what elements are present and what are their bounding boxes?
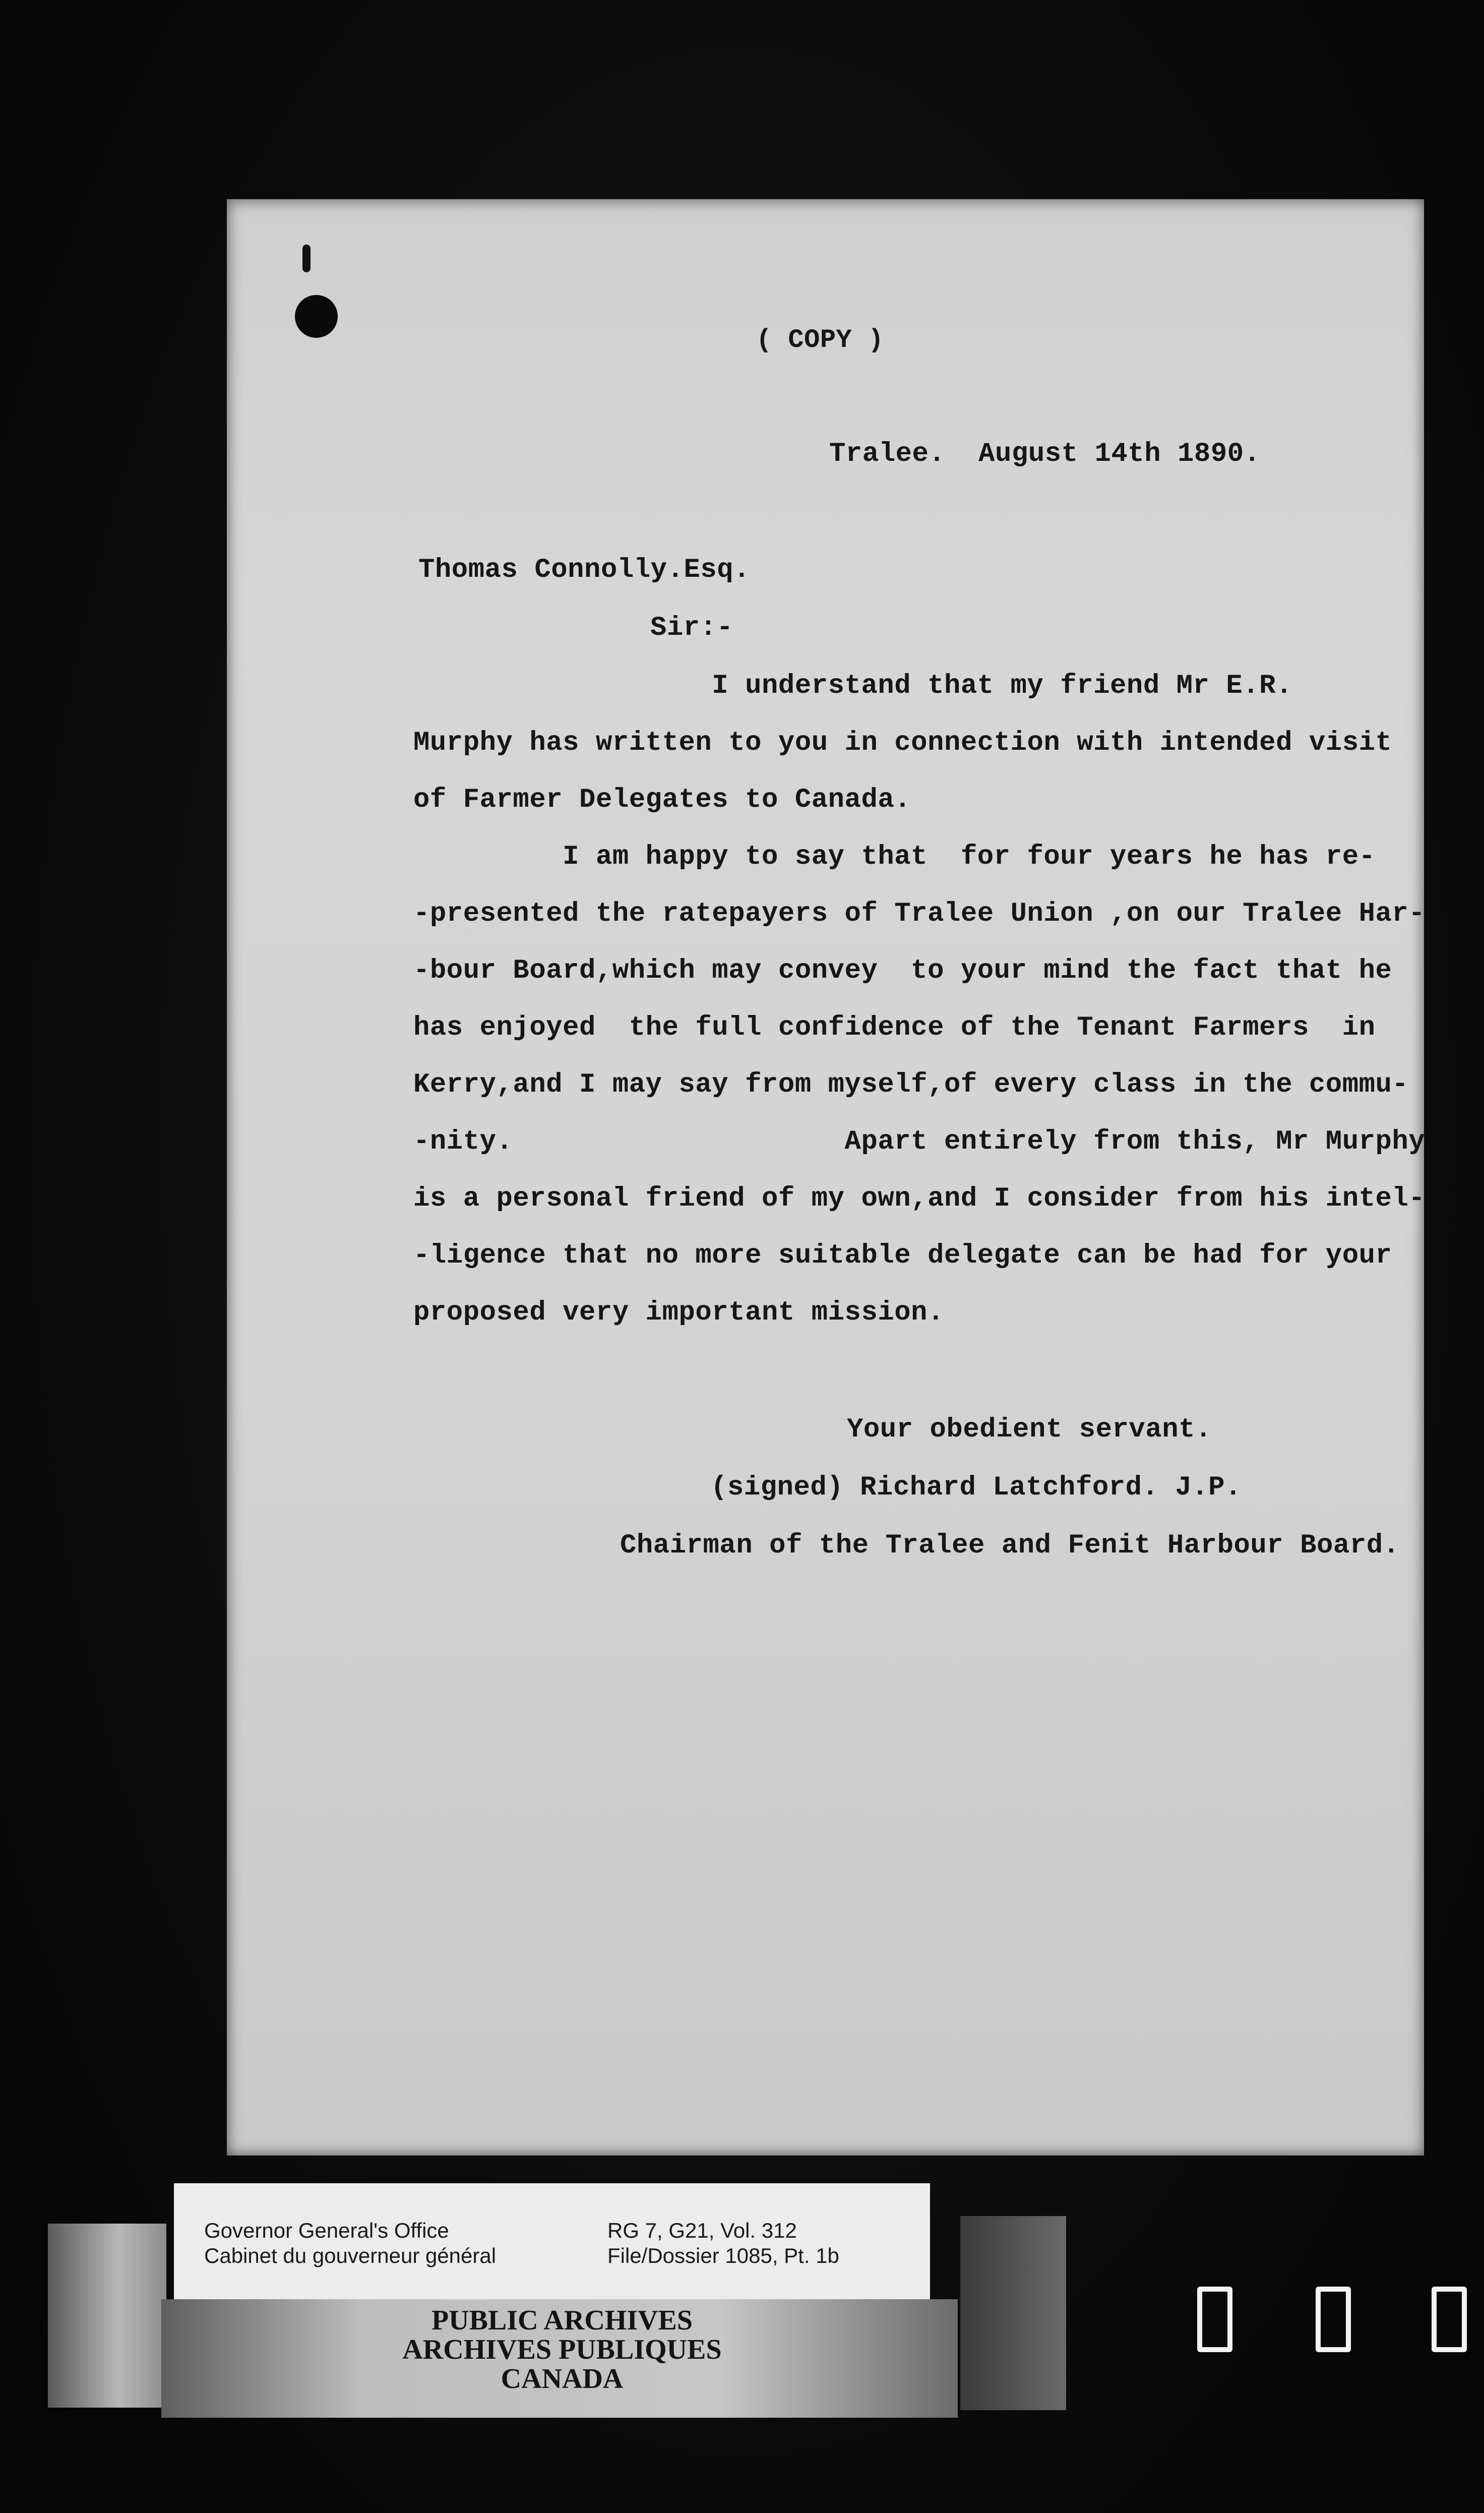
body-line: -ligence that no more suitable delegate can be had for your	[413, 1240, 1392, 1271]
archives-name-fr: ARCHIVES PUBLIQUES	[402, 2334, 722, 2365]
body-line: I am happy to say that for four years he has re-	[413, 842, 1376, 872]
punch-hole	[295, 295, 338, 338]
body-line: proposed very important mission.	[413, 1297, 944, 1328]
body-line: Kerry,and I may say from myself,of every class in the commu-	[413, 1069, 1409, 1100]
body-line: has enjoyed the full confidence of the Tenant Farmers in	[413, 1012, 1376, 1043]
body-line: -nity. Apart entirely from this, Mr Murphy	[413, 1126, 1426, 1157]
record-group: RG 7, G21, Vol. 312	[607, 2219, 797, 2242]
body-line: I understand that my friend Mr E.R.	[413, 671, 1292, 701]
archives-country: CANADA	[501, 2363, 624, 2395]
punch-mark	[302, 245, 311, 272]
archives-name-en: PUBLIC ARCHIVES	[431, 2305, 693, 2336]
body-line: of Farmer Delegates to Canada.	[413, 785, 911, 815]
salutation: Sir:-	[650, 613, 733, 643]
body-line: Murphy has written to you in connection with intended visit	[413, 728, 1392, 758]
signer-title: Chairman of the Tralee and Fenit Harbour Board.	[620, 1530, 1400, 1561]
office-name-fr: Cabinet du gouverneur général	[204, 2244, 497, 2267]
frame-number-digit	[1316, 2287, 1351, 2352]
signature-line: (signed) Richard Latchford. J.P.	[711, 1472, 1242, 1503]
film-tab-left	[48, 2224, 166, 2408]
body-line: -presented the ratepayers of Tralee Union ,on our Tralee Har-	[413, 899, 1426, 929]
frame-number-digit	[1432, 2287, 1467, 2352]
copy-label: ( COPY )	[756, 325, 884, 355]
office-name-en: Governor General's Office	[204, 2219, 449, 2242]
addressee: Thomas Connolly.Esq.	[418, 555, 751, 585]
frame-number-digit	[1197, 2287, 1232, 2352]
body-line: -bour Board,which may convey to your mind the fact that he	[413, 955, 1392, 986]
file-reference: File/Dossier 1085, Pt. 1b	[607, 2244, 839, 2267]
film-tab-right	[960, 2216, 1066, 2410]
date-line: Tralee. August 14th 1890.	[829, 439, 1261, 469]
typed-letter-page	[227, 199, 1424, 2156]
body-line: is a personal friend of my own,and I consider from his intel-	[413, 1183, 1426, 1214]
closing: Your obedient servant.	[847, 1414, 1212, 1445]
